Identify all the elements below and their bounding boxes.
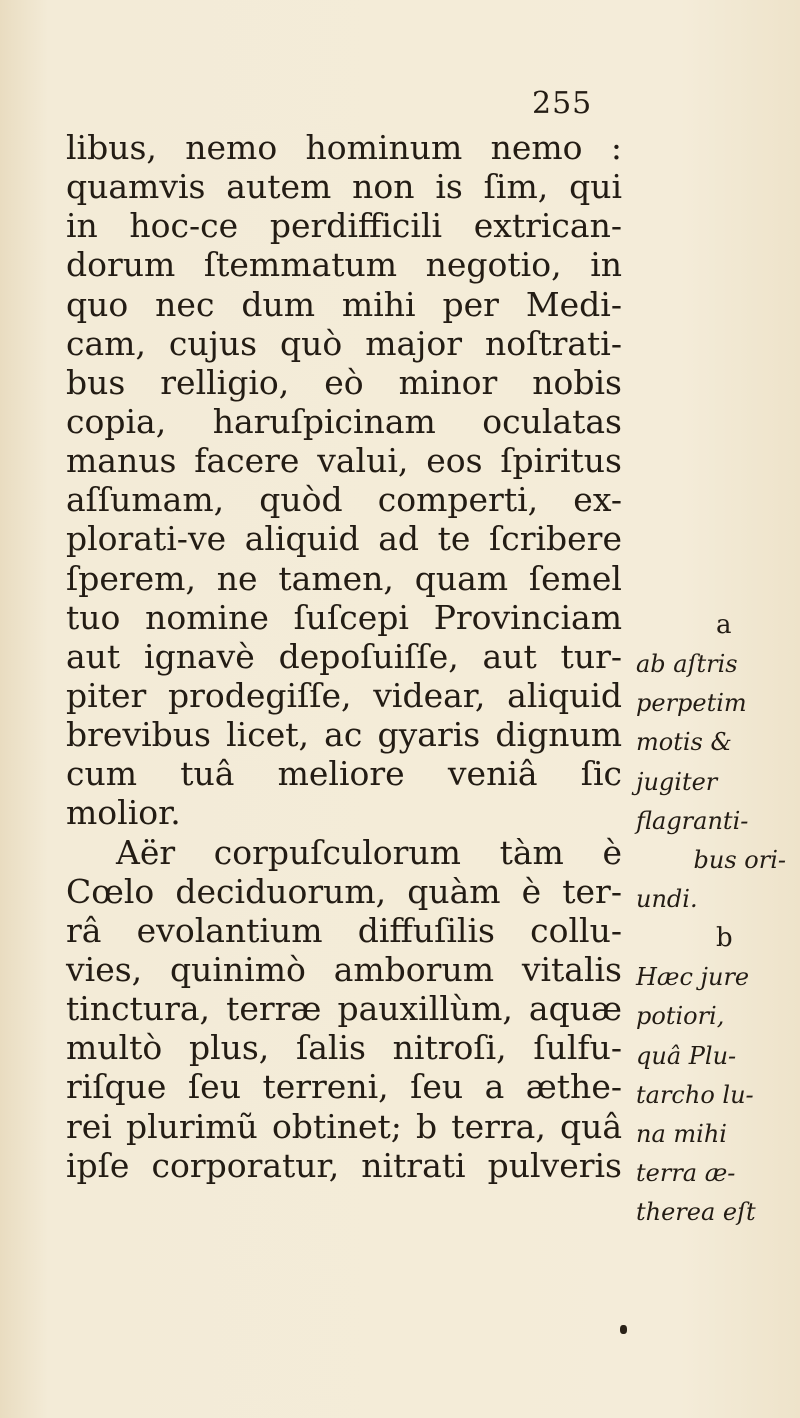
note-marker-b: b bbox=[716, 923, 733, 954]
marginal-note-line: na mihi bbox=[636, 1119, 727, 1148]
text-line: molior. bbox=[66, 793, 181, 833]
text-line: quo nec dum mihi per Medi- bbox=[66, 284, 622, 324]
text-line: riſque ſeu terreni, ſeu a æthe- bbox=[66, 1067, 622, 1107]
text-line: Cœlo deciduorum, quàm è ter- bbox=[66, 871, 622, 911]
marginal-note-line: flagranti- bbox=[636, 806, 749, 835]
marginal-note-line: terra æ- bbox=[636, 1158, 736, 1187]
text-line: quamvis autem non is ſim, qui bbox=[66, 167, 622, 207]
marginal-note-line: Hæc jure bbox=[636, 963, 750, 992]
page-number: 255 bbox=[532, 86, 593, 121]
text-line: Aër corpuſculorum tàm è bbox=[116, 832, 622, 872]
text-line: piter prodegiſſe, videar, aliquid bbox=[66, 675, 622, 715]
text-line: plorati-ve aliquid ad te ſcribere bbox=[66, 519, 622, 559]
text-line: tinctura, terræ pauxillùm, aquæ bbox=[66, 989, 622, 1029]
marginal-note-line: tarcho lu- bbox=[636, 1080, 754, 1109]
text-line: rei plurimũ obtinet; b terra, quâ bbox=[66, 1106, 622, 1146]
text-line: dorum ſtemmatum negotio, in bbox=[66, 245, 622, 285]
text-line: cam, cujus quò major noſtrati- bbox=[66, 323, 622, 363]
marginal-note-line: potiori, bbox=[636, 1002, 725, 1031]
text-line: copia, haruſpicinam oculatas bbox=[66, 401, 622, 441]
marginal-notes bbox=[636, 606, 796, 1232]
text-line: in hoc-ce perdifficili extrican- bbox=[66, 206, 622, 246]
ink-speck bbox=[620, 1325, 627, 1334]
marginal-note-line: jugiter bbox=[636, 767, 718, 796]
main-text-column bbox=[66, 128, 622, 1185]
text-line: multò plus, ſalis nitroſi, ſulfu- bbox=[66, 1028, 622, 1068]
marginal-note-line: quâ Plu- bbox=[636, 1041, 737, 1070]
text-line: bus relligio, eò minor nobis bbox=[66, 362, 622, 402]
marginal-note-line: ab aſtris bbox=[636, 650, 738, 679]
text-line: ipſe corporatur, nitrati pulveris bbox=[66, 1145, 622, 1185]
marginal-note-line: therea eſt bbox=[636, 1198, 756, 1227]
note-marker-a: a bbox=[716, 610, 732, 640]
text-line: libus, nemo hominum nemo : bbox=[66, 128, 622, 167]
marginal-note-line: bus ori- bbox=[693, 845, 786, 874]
text-line: cum tuâ meliore veniâ ſic bbox=[66, 754, 622, 794]
marginal-note-line: motis & bbox=[636, 728, 732, 757]
marginal-note-line: perpetim bbox=[636, 689, 747, 718]
text-line: manus facere valui, eos ſpiritus bbox=[66, 441, 622, 481]
text-line: vies, quinimò amborum vitalis bbox=[66, 949, 622, 989]
text-line: râ evolantium diffuſilis collu- bbox=[66, 910, 622, 950]
text-line: brevibus licet, ac gyaris dignum bbox=[66, 715, 622, 755]
text-line: ſperem, ne tamen, quam ſemel bbox=[66, 558, 622, 598]
marginal-note-line: undi. bbox=[636, 884, 698, 913]
text-line: aut ignavè depoſuiſſe, aut tur- bbox=[66, 636, 622, 676]
text-line: tuo nomine ſuſcepi Provinciam bbox=[66, 597, 622, 637]
text-line: aſſumam, quòd comperti, ex- bbox=[66, 480, 622, 520]
